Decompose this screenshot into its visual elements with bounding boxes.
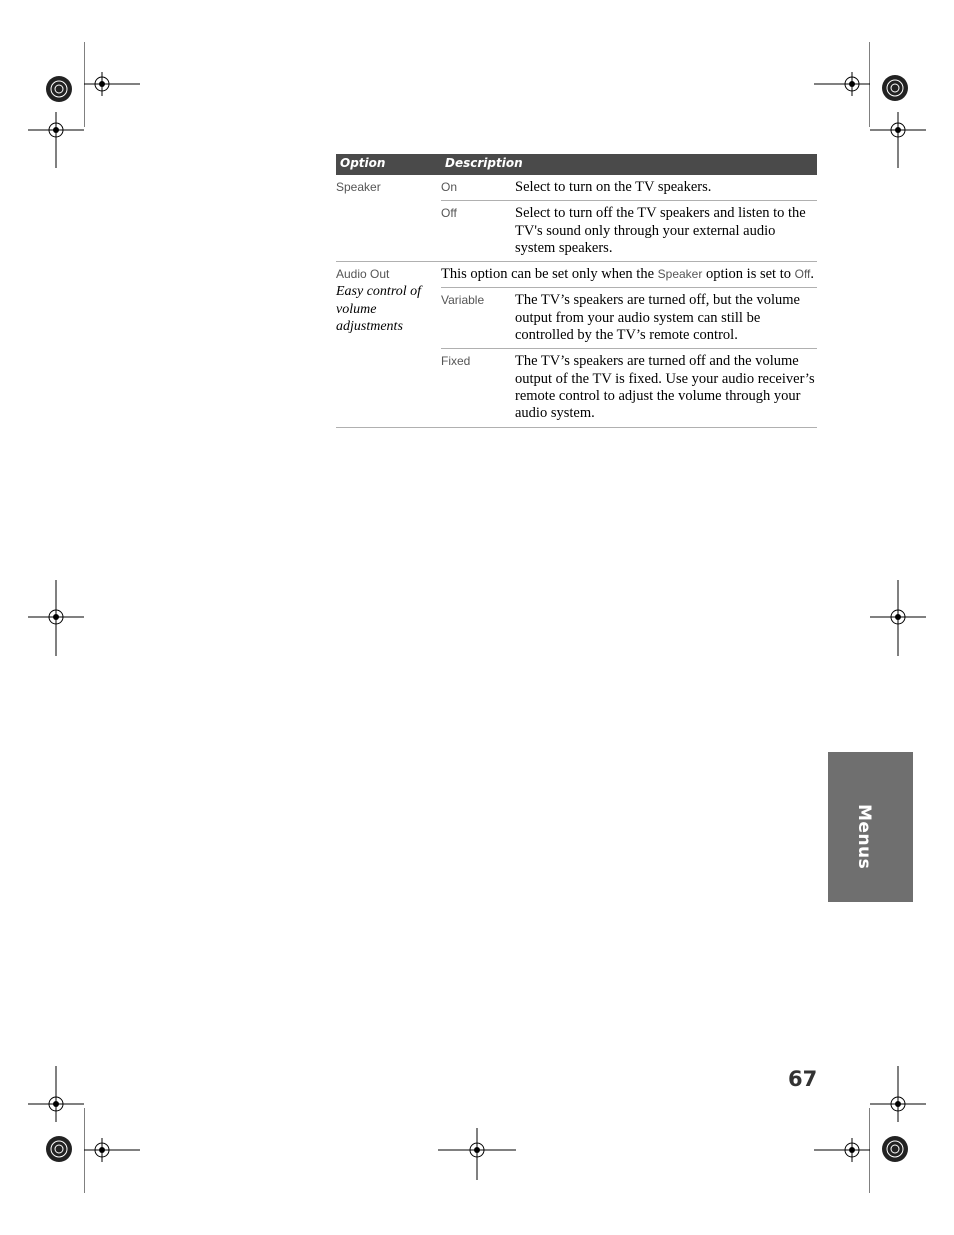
registration-mark-icon [84,42,140,127]
setting-value: Fixed [441,354,471,369]
registration-mark-icon [814,42,870,127]
setting-description: Select to turn on the TV speakers. [515,179,712,195]
setting-description: The TV’s speakers are turned off, but the volume output from your audio system can still be controlled by the TV’s remote control. [515,292,800,344]
intro-speaker-term: Speaker [657,267,703,282]
audio-out-note: Easy control of volume adjustments [336,284,422,335]
audio-out-intro [441,266,817,283]
table-header [336,154,817,175]
speaker-option-cell [336,179,436,196]
section-side-tab [828,752,913,902]
page-number: 67 [788,1067,818,1091]
setting-value: Off [441,206,457,221]
registration-mark-icon [438,1128,516,1180]
registration-mark-icon [870,112,926,168]
table-row [441,200,817,261]
setting-description: Select to turn off the TV speakers and listen to the TV's sound only through your external audio system speakers. [515,205,806,256]
registration-mark-icon [870,580,926,656]
intro-off-term: Off [794,267,811,282]
intro-text: This option can be set only when the [441,266,658,283]
side-tab-label: Menus [854,804,874,870]
table-row [441,262,817,287]
crop-target-icon [881,1135,909,1163]
registration-mark-icon [814,1108,870,1193]
table-row [441,175,817,200]
setting-description: The TV’s speakers are turned off and the volume output of the TV is fixed. Use your audio receiver’s remote control to adjust the volume through your audio system. [515,353,815,422]
table-row [441,348,817,426]
registration-mark-icon [28,580,84,656]
audio-out-option-cell [336,266,436,336]
crop-target-icon [45,1135,73,1163]
registration-mark-icon [84,1108,140,1193]
crop-target-icon [881,74,909,102]
header-option: Option [340,156,386,170]
registration-mark-icon [870,1066,926,1122]
intro-text: . [810,266,815,283]
options-table [336,154,817,428]
table-row [441,287,817,348]
registration-mark-icon [28,1066,84,1122]
registration-mark-icon [28,112,84,168]
speaker-option-name: Speaker [336,180,381,194]
audio-out-option-name: Audio Out [336,267,390,282]
setting-value: On [441,180,458,194]
intro-text: option is set to [702,266,795,283]
header-description: Description [445,156,523,170]
setting-value: Variable [441,293,485,308]
crop-target-icon [45,75,73,103]
audio-out-group [336,262,817,427]
speaker-group [336,175,817,262]
